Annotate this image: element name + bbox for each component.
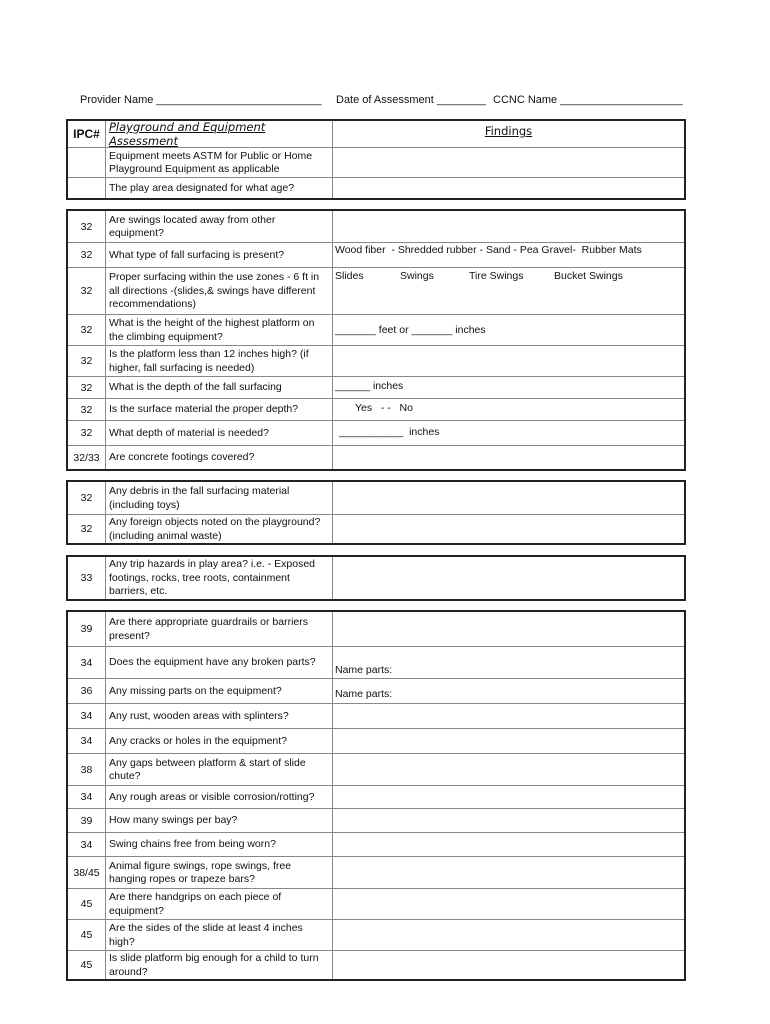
table-row (68, 147, 684, 177)
ipc-number: 32 (68, 268, 106, 314)
section-debris (66, 480, 686, 545)
finding-cell[interactable] (333, 515, 684, 543)
table-row (68, 211, 684, 242)
table-row (68, 919, 684, 950)
question-text: Equipment meets ASTM for Public or Home Playground Equipment as applicable (109, 149, 313, 175)
section-equipment (66, 610, 686, 981)
finding-cell[interactable] (333, 446, 684, 469)
ipc-number: 38/45 (68, 857, 106, 888)
finding-cell[interactable] (333, 377, 684, 398)
ipc-number: 32 (68, 243, 106, 267)
table-row (68, 646, 684, 678)
finding-cell[interactable] (333, 421, 684, 445)
question-text: Any foreign objects noted on the playground? (including animal waste) (109, 516, 321, 542)
section-intro (66, 119, 686, 200)
slides-label: Slides (335, 270, 364, 282)
ipc-number: 34 (68, 833, 106, 856)
finding-cell[interactable] (333, 729, 684, 753)
ipc-number: 45 (68, 889, 106, 919)
question-text: Any rough areas or visible corrosion/rotting? (109, 790, 315, 803)
table-row (68, 678, 684, 703)
swings-label: Swings (400, 270, 434, 282)
question-text: The play area designated for what age? (109, 181, 295, 194)
broken-parts-label: Name parts: (335, 664, 393, 676)
yes-no-choice[interactable]: Yes - - No (355, 402, 413, 414)
finding-cell[interactable] (333, 557, 684, 599)
question-text: What type of fall surfacing is present? (109, 248, 285, 261)
table-row (68, 950, 684, 979)
ipc-number: 45 (68, 920, 106, 950)
table-row (68, 856, 684, 888)
ipc-number: 45 (68, 951, 106, 979)
table-row (68, 808, 684, 832)
form-header (80, 94, 700, 110)
finding-cell[interactable] (333, 612, 684, 646)
question-text: How many swings per bay? (109, 814, 238, 827)
finding-cell[interactable] (333, 679, 684, 703)
table-row (68, 482, 684, 514)
section-surfacing (66, 209, 686, 471)
table-row (68, 177, 684, 198)
question-text: Are swings located away from other equipment? (109, 213, 276, 239)
finding-cell[interactable] (333, 951, 684, 979)
question-text: Swing chains free from being worn? (109, 838, 276, 851)
finding-cell[interactable] (333, 889, 684, 919)
table-row (68, 242, 684, 267)
provider-name-field[interactable]: Provider Name ___________________________ (80, 94, 322, 106)
question-text: Is the platform less than 12 inches high? (if higher, fall surfacing is needed) (109, 348, 309, 374)
question-text: Is slide platform big enough for a child to turn around? (109, 952, 319, 978)
question-text: Does the equipment have any broken parts? (109, 656, 316, 669)
section-trip-hazards (66, 555, 686, 601)
finding-cell[interactable] (333, 268, 684, 314)
table-row (68, 345, 684, 376)
height-blanks: _______ feet or _______ inches (335, 324, 486, 336)
ipc-number: 36 (68, 679, 106, 703)
table-row (68, 728, 684, 753)
finding-cell[interactable] (333, 243, 684, 267)
ipc-number: 32 (68, 377, 106, 398)
question-text: Are there handgrips on each piece of equipment? (109, 891, 282, 917)
finding-cell[interactable] (333, 211, 684, 242)
table-row (68, 420, 684, 445)
bucket-swings-label: Bucket Swings (554, 270, 623, 282)
question-text: Any debris in the fall surfacing material (including toys) (109, 485, 290, 511)
table-row (68, 376, 684, 398)
finding-cell[interactable] (333, 704, 684, 728)
ipc-number: 34 (68, 786, 106, 808)
finding-cell[interactable] (333, 754, 684, 785)
finding-cell[interactable] (333, 920, 684, 950)
finding-cell[interactable] (333, 786, 684, 808)
question-text: Are there appropriate guardrails or barriers present? (109, 616, 309, 642)
assessment-column-header: Playground and Equipment Assessment (105, 121, 333, 147)
ipc-number: 39 (68, 612, 106, 646)
ipc-number: 32 (68, 211, 106, 242)
missing-parts-label: Name parts: (335, 688, 393, 700)
finding-cell[interactable] (333, 833, 684, 856)
ipc-number: 32 (68, 315, 106, 345)
question-text: Are the sides of the slide at least 4 inches high? (109, 922, 303, 948)
table-row (68, 557, 684, 599)
finding-cell[interactable] (333, 857, 684, 888)
finding-cell[interactable] (333, 148, 684, 177)
tire-swings-label: Tire Swings (469, 270, 524, 282)
table-row (68, 314, 684, 345)
table-row (68, 445, 684, 469)
finding-cell[interactable] (333, 178, 684, 198)
finding-cell[interactable] (333, 809, 684, 832)
table-row (68, 753, 684, 785)
ipc-number: 32 (68, 515, 106, 543)
question-text: Any rust, wooden areas with splinters? (109, 709, 289, 722)
question-text: Any cracks or holes in the equipment? (109, 734, 288, 747)
question-text: What depth of material is needed? (109, 426, 269, 439)
ipc-number: 34 (68, 704, 106, 728)
ipc-number: 32/33 (68, 446, 106, 469)
ipc-number: 32 (68, 482, 106, 514)
finding-cell[interactable] (333, 346, 684, 376)
question-text: What is the depth of the fall surfacing (109, 381, 282, 394)
ipc-number: 39 (68, 809, 106, 832)
question-text: Any gaps between platform & start of slide chute? (109, 756, 306, 782)
table-header-row (68, 121, 684, 147)
table-row (68, 888, 684, 919)
question-text: Any missing parts on the equipment? (109, 684, 282, 697)
ipc-number: 32 (68, 399, 106, 420)
table-row (68, 267, 684, 314)
ipc-column-header: IPC# (68, 121, 106, 147)
depth-needed-blank: ___________ inches (339, 426, 440, 438)
date-of-assessment-field[interactable]: Date of Assessment ________ (336, 94, 486, 106)
finding-cell[interactable] (333, 647, 684, 678)
finding-cell[interactable] (333, 399, 684, 420)
findings-column-header: Findings (484, 124, 533, 138)
table-row (68, 398, 684, 420)
surfacing-options: Wood fiber - Shredded rubber - Sand - Pea Gravel- Rubber Mats (335, 244, 642, 256)
table-row (68, 832, 684, 856)
finding-cell[interactable] (333, 315, 684, 345)
table-row (68, 703, 684, 728)
question-text: Are concrete footings covered? (109, 451, 255, 464)
ipc-number: 33 (68, 557, 106, 599)
ipc-number: 34 (68, 647, 106, 678)
ipc-number: 34 (68, 729, 106, 753)
table-row (68, 612, 684, 646)
question-text: What is the height of the highest platform on the climbing equipment? (109, 317, 315, 343)
ipc-number: 38 (68, 754, 106, 785)
depth-blank: ______ inches (335, 380, 404, 392)
finding-cell[interactable] (333, 482, 684, 514)
ccnc-name-field[interactable]: CCNC Name ____________________ (493, 94, 683, 106)
table-row (68, 514, 684, 543)
question-text: Any trip hazards in play area? i.e. - Exposed footings, rocks, tree roots, containment barriers, etc. (109, 558, 316, 598)
question-text: Is the surface material the proper depth? (109, 403, 299, 416)
ipc-number: 32 (68, 346, 106, 376)
question-text: Animal figure swings, rope swings, free hanging ropes or trapeze bars? (109, 859, 292, 885)
table-row (68, 785, 684, 808)
ipc-number: 32 (68, 421, 106, 445)
question-text: Proper surfacing within the use zones - 6 ft in all directions -(slides,& swings have different recommendations) (109, 271, 320, 311)
